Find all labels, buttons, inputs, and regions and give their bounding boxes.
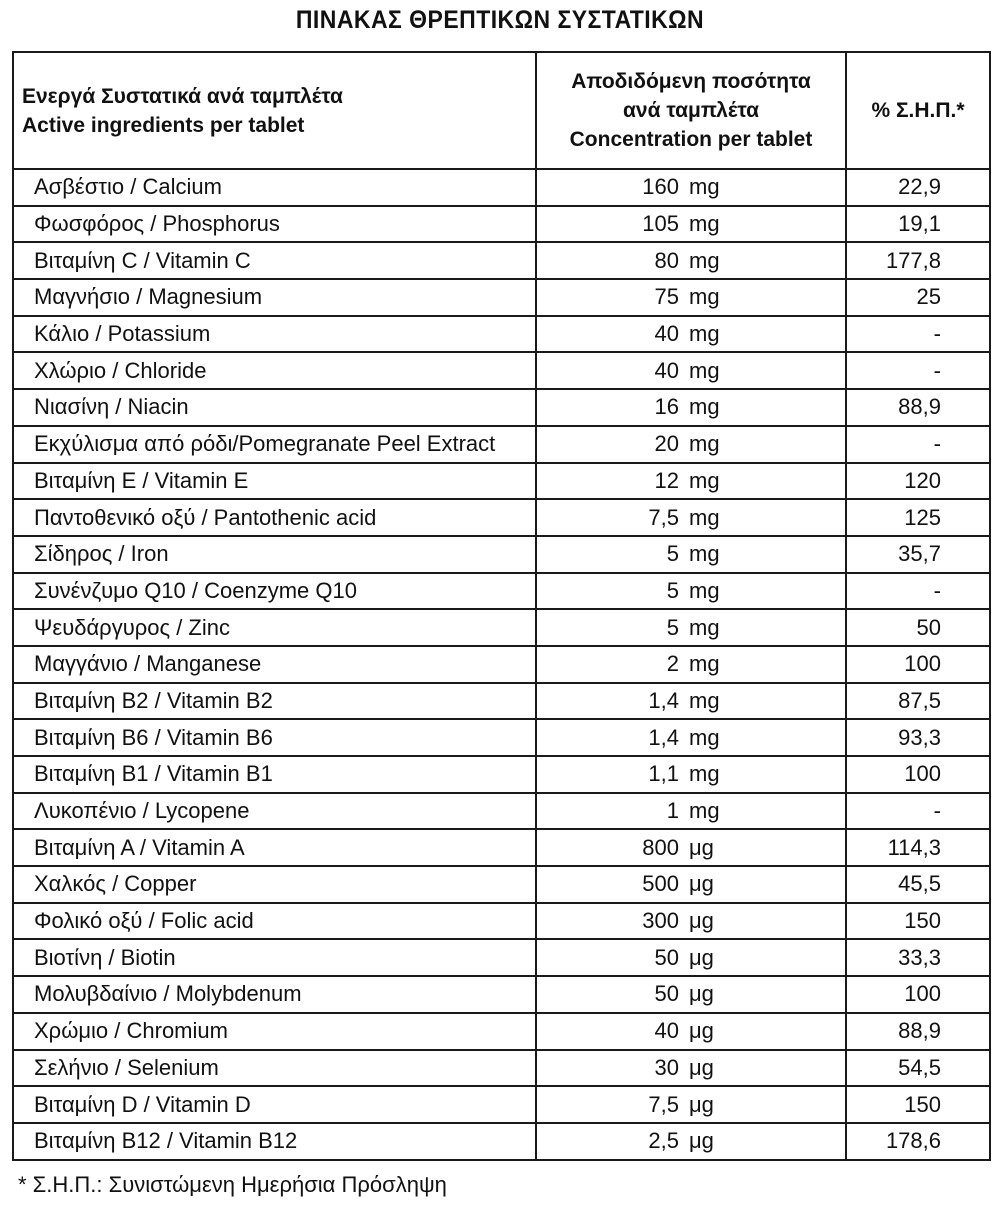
ingredient-name: Βιταμίνη Ε / Vitamin E: [13, 463, 536, 500]
amount-cell: [536, 573, 846, 610]
amount-cell: [536, 829, 846, 866]
table-row: [13, 939, 990, 976]
percent-value: 22,9: [846, 169, 990, 206]
amount-cell: [536, 352, 846, 389]
percent-value: 100: [846, 646, 990, 683]
amount-value: 5: [666, 614, 679, 640]
amount-cell: [536, 646, 846, 683]
amount-value: 800: [642, 834, 679, 860]
percent-value: -: [846, 316, 990, 353]
percent-header: % Σ.Η.Π.*: [846, 52, 990, 169]
table-row: [13, 426, 990, 463]
amount-unit: mg: [689, 321, 720, 347]
amount-unit: μg: [689, 944, 714, 970]
amount-value: 12: [654, 467, 679, 493]
table-row: [13, 609, 990, 646]
table-row: [13, 316, 990, 353]
amount-cell: [536, 389, 846, 426]
amount-header: [536, 52, 846, 169]
percent-value: -: [846, 352, 990, 389]
amount-cell: [536, 1123, 846, 1160]
percent-value: 33,3: [846, 939, 990, 976]
amount-unit: mg: [689, 541, 720, 567]
amount-cell: [536, 609, 846, 646]
amount-cell: [536, 683, 846, 720]
ingredient-name: Χαλκός / Copper: [13, 866, 536, 903]
amount-cell: [536, 939, 846, 976]
amount-unit: mg: [689, 357, 720, 383]
ingredient-name: Βιταμίνη Β2 / Vitamin B2: [13, 683, 536, 720]
table-row: [13, 719, 990, 756]
amount-cell: [536, 1086, 846, 1123]
table-row: [13, 499, 990, 536]
ingredient-name: Φωσφόρος / Phosphorus: [13, 206, 536, 243]
percent-value: 87,5: [846, 683, 990, 720]
amount-value: 40: [654, 321, 679, 347]
ingredient-name: Κάλιο / Potassium: [13, 316, 536, 353]
amount-value: 16: [654, 394, 679, 420]
ingredient-name: Ασβέστιο / Calcium: [13, 169, 536, 206]
amount-unit: mg: [689, 174, 720, 200]
amount-unit: mg: [689, 284, 720, 310]
table-row: [13, 1086, 990, 1123]
percent-value: 25: [846, 279, 990, 316]
amount-value: 40: [654, 1018, 679, 1044]
amount-value: 7,5: [648, 504, 679, 530]
ingredient-header: [13, 52, 536, 169]
percent-value: 88,9: [846, 1013, 990, 1050]
amount-unit: mg: [689, 614, 720, 640]
ingredient-name: Βιταμίνη C / Vitamin C: [13, 242, 536, 279]
table-row: [13, 646, 990, 683]
amount-value: 160: [642, 174, 679, 200]
table-row: [13, 866, 990, 903]
amount-cell: [536, 426, 846, 463]
amount-unit: mg: [689, 247, 720, 273]
amount-cell: [536, 206, 846, 243]
amount-value: 5: [666, 541, 679, 567]
ingredient-name: Βιταμίνη Α / Vitamin A: [13, 829, 536, 866]
percent-value: 177,8: [846, 242, 990, 279]
amount-cell: [536, 536, 846, 573]
ingredient-name: Βιταμίνη Β1 / Vitamin B1: [13, 756, 536, 793]
ingredient-header-greek: Ενεργά Συστατικά ανά ταμπλέτα: [22, 84, 343, 108]
percent-value: 45,5: [846, 866, 990, 903]
table-row: [13, 903, 990, 940]
percent-value: 35,7: [846, 536, 990, 573]
ingredient-name: Ψευδάργυρος / Zinc: [13, 609, 536, 646]
amount-unit: μg: [689, 871, 714, 897]
ingredient-name: Νιασίνη / Niacin: [13, 389, 536, 426]
amount-cell: [536, 976, 846, 1013]
table-row: [13, 206, 990, 243]
amount-value: 30: [654, 1054, 679, 1080]
percent-value: 50: [846, 609, 990, 646]
percent-value: 100: [846, 756, 990, 793]
amount-unit: μg: [689, 1128, 714, 1154]
amount-cell: [536, 1013, 846, 1050]
amount-value: 1: [666, 798, 679, 824]
table-row: [13, 829, 990, 866]
amount-unit: mg: [689, 761, 720, 787]
ingredient-name: Μαγνήσιο / Magnesium: [13, 279, 536, 316]
amount-unit: mg: [689, 211, 720, 237]
table-row: [13, 793, 990, 830]
table-row: [13, 536, 990, 573]
amount-unit: μg: [689, 981, 714, 1007]
amount-cell: [536, 1050, 846, 1087]
amount-unit: μg: [689, 1054, 714, 1080]
percent-value: 114,3: [846, 829, 990, 866]
ingredient-name: Εκχύλισμα από ρόδι/Pomegranate Peel Extract: [13, 426, 536, 463]
header-row: [13, 52, 990, 169]
nutrition-table: [12, 51, 991, 1161]
amount-value: 2,5: [648, 1128, 679, 1154]
amount-unit: mg: [689, 651, 720, 677]
table-row: [13, 976, 990, 1013]
amount-cell: [536, 499, 846, 536]
amount-value: 1,1: [648, 761, 679, 787]
amount-header-line-1: Αποδιδόμενη ποσότητα: [571, 70, 811, 93]
amount-unit: mg: [689, 798, 720, 824]
table-row: [13, 279, 990, 316]
amount-unit: μg: [689, 1018, 714, 1044]
table-row: [13, 389, 990, 426]
ingredient-name: Χρώμιο / Chromium: [13, 1013, 536, 1050]
amount-cell: [536, 866, 846, 903]
ingredient-name: Χλώριο / Chloride: [13, 352, 536, 389]
amount-header-line-2: ανά ταμπλέτα: [622, 99, 760, 122]
table-row: [13, 683, 990, 720]
amount-value: 20: [654, 431, 679, 457]
amount-value: 7,5: [648, 1091, 679, 1117]
amount-unit: mg: [689, 724, 720, 750]
ingredient-name: Μαγγάνιο / Manganese: [13, 646, 536, 683]
amount-cell: [536, 242, 846, 279]
ingredient-name: Παντοθενικό οξύ / Pantothenic acid: [13, 499, 536, 536]
percent-value: 150: [846, 903, 990, 940]
percent-value: 178,6: [846, 1123, 990, 1160]
table-row: [13, 573, 990, 610]
amount-cell: [536, 903, 846, 940]
ingredient-name: Μολυβδαίνιο / Molybdenum: [13, 976, 536, 1013]
percent-value: -: [846, 573, 990, 610]
amount-cell: [536, 463, 846, 500]
amount-value: 40: [654, 357, 679, 383]
amount-unit: μg: [689, 908, 714, 934]
amount-unit: mg: [689, 504, 720, 530]
table-row: [13, 463, 990, 500]
percent-value: 88,9: [846, 389, 990, 426]
amount-value: 1,4: [648, 724, 679, 750]
percent-value: 100: [846, 976, 990, 1013]
ingredient-name: Βιταμίνη Β12 / Vitamin B12: [13, 1123, 536, 1160]
table-body: [13, 169, 990, 1160]
table-title: ΠΙΝΑΚΑΣ ΘΡΕΠΤΙΚΩΝ ΣΥΣΤΑΤΙΚΩΝ: [295, 6, 705, 34]
amount-unit: μg: [689, 834, 714, 860]
ingredient-name: Λυκοπένιο / Lycopene: [13, 793, 536, 830]
table-row: [13, 1123, 990, 1160]
amount-value: 500: [642, 871, 679, 897]
table-row: [13, 756, 990, 793]
ingredient-name: Σελήνιο / Selenium: [13, 1050, 536, 1087]
amount-cell: [536, 279, 846, 316]
percent-value: 150: [846, 1086, 990, 1123]
amount-unit: mg: [689, 431, 720, 457]
percent-value: 54,5: [846, 1050, 990, 1087]
amount-header-line-3: Concentration per tablet: [569, 128, 813, 151]
table-row: [13, 352, 990, 389]
percent-value: -: [846, 426, 990, 463]
ingredient-name: Βιταμίνη D / Vitamin D: [13, 1086, 536, 1123]
ingredient-header-english: Active ingredients per tablet: [22, 113, 305, 137]
amount-cell: [536, 169, 846, 206]
amount-value: 1,4: [648, 687, 679, 713]
percent-value: 93,3: [846, 719, 990, 756]
amount-unit: mg: [689, 577, 720, 603]
amount-cell: [536, 756, 846, 793]
amount-value: 50: [654, 981, 679, 1007]
amount-cell: [536, 793, 846, 830]
amount-value: 80: [654, 247, 679, 273]
ingredient-name: Βιταμίνη Β6 / Vitamin B6: [13, 719, 536, 756]
percent-value: 120: [846, 463, 990, 500]
ingredient-name: Συνένζυμο Q10 / Coenzyme Q10: [13, 573, 536, 610]
amount-value: 5: [666, 577, 679, 603]
percent-value: 19,1: [846, 206, 990, 243]
amount-unit: mg: [689, 394, 720, 420]
ingredient-name: Βιοτίνη / Biotin: [13, 939, 536, 976]
amount-cell: [536, 316, 846, 353]
amount-unit: mg: [689, 687, 720, 713]
amount-unit: mg: [689, 467, 720, 493]
table-row: [13, 169, 990, 206]
ingredient-name: Σίδηρος / Iron: [13, 536, 536, 573]
table-row: [13, 1013, 990, 1050]
amount-value: 50: [654, 944, 679, 970]
amount-value: 105: [642, 211, 679, 237]
table-row: [13, 1050, 990, 1087]
amount-unit: μg: [689, 1091, 714, 1117]
amount-value: 300: [642, 908, 679, 934]
percent-value: 125: [846, 499, 990, 536]
ingredient-name: Φολικό οξύ / Folic acid: [13, 903, 536, 940]
amount-value: 75: [654, 284, 679, 310]
percent-value: -: [846, 793, 990, 830]
table-row: [13, 242, 990, 279]
amount-cell: [536, 719, 846, 756]
amount-value: 2: [666, 651, 679, 677]
footnote: * Σ.Η.Π.: Συνιστώμενη Ημερήσια Πρόσληψη: [18, 1172, 447, 1197]
